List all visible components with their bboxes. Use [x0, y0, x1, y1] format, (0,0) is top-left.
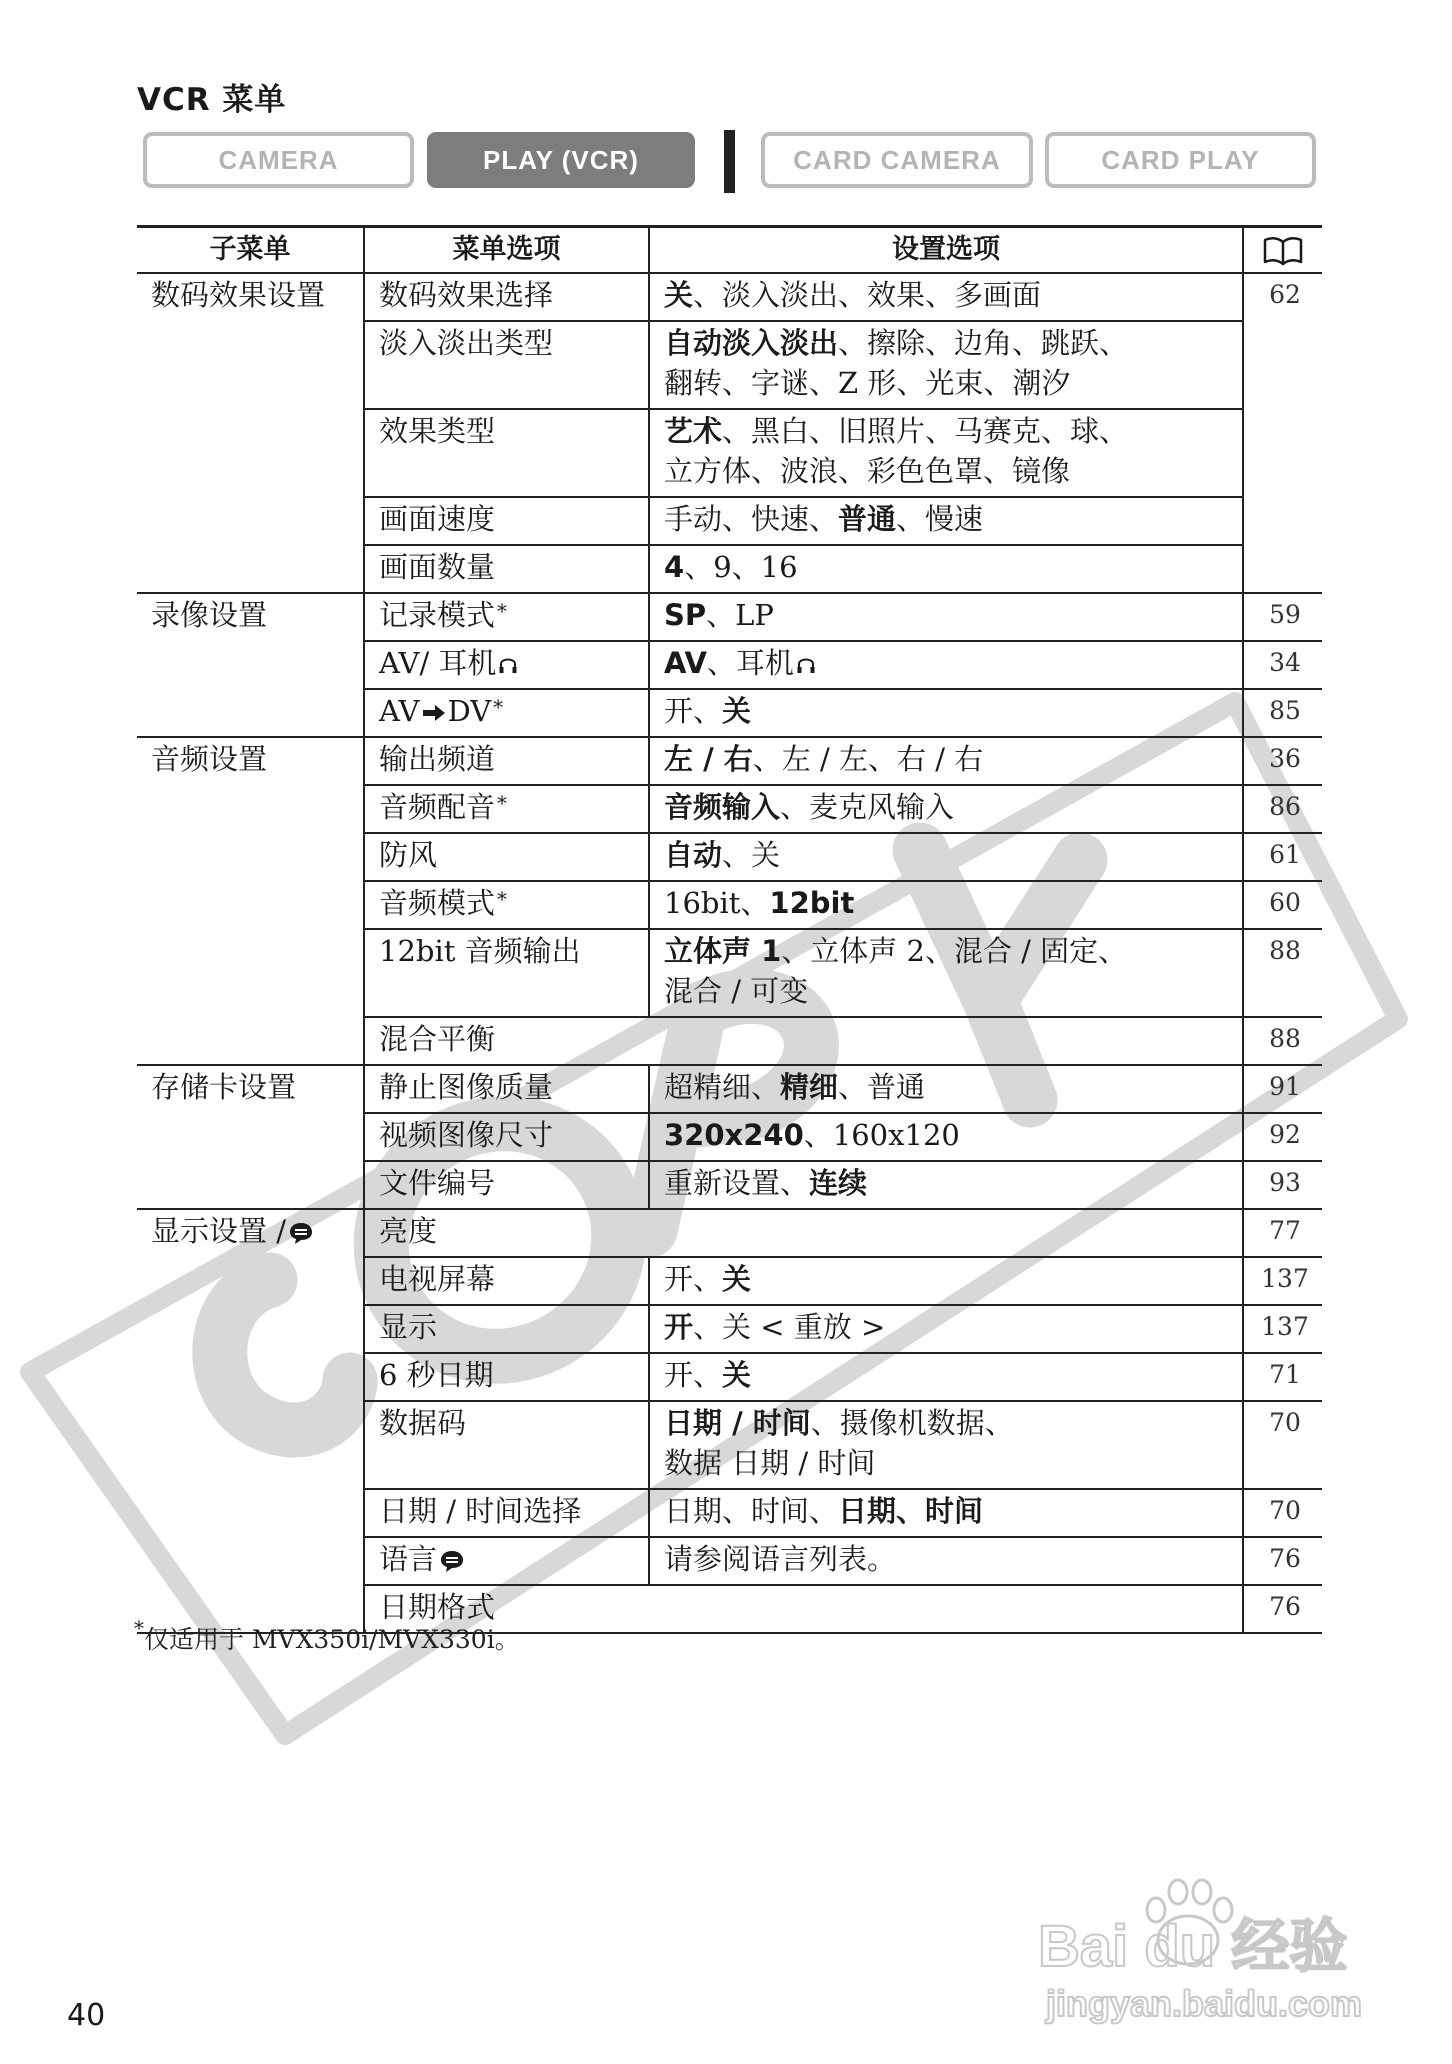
- other-options: 、麦克风输入: [780, 790, 955, 824]
- setting-options: [649, 1065, 1243, 1113]
- default-option: 精细: [780, 1070, 839, 1104]
- default-option: 自动淡入淡出: [664, 326, 839, 360]
- other-options: 、LP: [706, 598, 774, 632]
- menu-item: [364, 689, 649, 737]
- setting-options: [649, 1113, 1243, 1161]
- other-options: 、左 / 左、右 / 右: [752, 742, 984, 776]
- page-ref: 59: [1243, 593, 1322, 641]
- other-options: 、黑白、旧照片、马赛克、球、: [722, 414, 1129, 448]
- footnote-mark: *: [134, 1616, 144, 1640]
- menu-item-label: 音频模式: [379, 886, 496, 920]
- options-before: 16bit、: [664, 886, 770, 920]
- page-ref: 60: [1243, 881, 1322, 929]
- menu-item: [364, 593, 649, 641]
- other-options: 、淡入淡出、效果、多画面: [693, 278, 1042, 312]
- page-title: VCR 菜单: [137, 82, 287, 118]
- options-before: 日期、时间、: [664, 1494, 839, 1528]
- options-before: 请参阅语言列表。: [664, 1542, 897, 1576]
- tab-play-vcr-label: PLAY (VCR): [483, 144, 639, 175]
- default-option: 自动: [664, 838, 723, 872]
- submenu-card: 存储卡设置: [137, 1065, 364, 1209]
- setting-options: [649, 1537, 1243, 1585]
- other-options: 、160x120: [803, 1118, 960, 1152]
- footnote-mark: *: [497, 887, 508, 911]
- submenu-recording: 录像设置: [137, 593, 364, 737]
- menu-item: 亮度: [364, 1209, 649, 1257]
- tab-play-vcr: [427, 132, 695, 188]
- footnote-text: 仅适用于 MVX350i/MVX330i。: [144, 1625, 520, 1654]
- menu-item: 数码效果选择: [364, 273, 649, 321]
- footnote-mark: *: [497, 791, 508, 815]
- options-before: 手动、快速、: [664, 502, 839, 536]
- baidu-logo-url: jingyan.baidu.com: [1046, 1983, 1363, 2024]
- menu-item-label: AV/ 耳机: [379, 646, 497, 680]
- submenu-display: [137, 1209, 364, 1633]
- page-ref: 137: [1243, 1257, 1322, 1305]
- setting-options: [649, 321, 1243, 409]
- page-ref: 137: [1243, 1305, 1322, 1353]
- other-options: 、擦除、边角、跳跃、: [838, 326, 1129, 360]
- page-ref: 77: [1243, 1209, 1322, 1257]
- menu-item: [364, 641, 649, 689]
- page-ref: 88: [1243, 929, 1322, 1017]
- table-row: [137, 1065, 1322, 1113]
- page-ref: 62: [1243, 273, 1322, 593]
- default-option: 日期、时间: [838, 1494, 984, 1528]
- page-ref: 76: [1243, 1585, 1322, 1633]
- default-option: 关: [664, 278, 694, 312]
- setting-options: [649, 1305, 1243, 1353]
- vcr-menu-table: [137, 225, 1322, 1634]
- menu-item: 电视屏幕: [364, 1257, 649, 1305]
- table-row: [137, 1209, 1322, 1257]
- setting-options: [649, 273, 1243, 321]
- options-before: 开、: [664, 1358, 723, 1392]
- menu-item-label: 音频配音: [379, 790, 496, 824]
- menu-item: 画面数量: [364, 545, 649, 593]
- other-options: 、关: [722, 838, 781, 872]
- submenu-digital-effects: 数码效果设置: [137, 273, 364, 593]
- default-option: 4: [664, 550, 685, 584]
- menu-item: [364, 881, 649, 929]
- menu-item: [364, 1537, 649, 1585]
- setting-options: [649, 1401, 1243, 1489]
- page-ref: 36: [1243, 737, 1322, 785]
- menu-item: 日期格式: [379, 1590, 496, 1624]
- menu-item-label: AV: [379, 694, 420, 728]
- other-options-line2: 混合 / 可变: [664, 974, 809, 1008]
- header-submenu: 子菜单: [137, 227, 364, 274]
- setting-options: [649, 593, 1243, 641]
- default-option: 普通: [838, 502, 897, 536]
- default-option: SP: [664, 598, 707, 632]
- submenu-display-label: 显示设置 /: [151, 1214, 286, 1248]
- page-ref: 93: [1243, 1161, 1322, 1209]
- setting-options: [649, 641, 1243, 689]
- table-header-row: [137, 227, 1322, 274]
- other-options-line2: 立方体、波浪、彩色色罩、镜像: [664, 454, 1071, 488]
- footnote-mark: *: [497, 599, 508, 623]
- default-option: 艺术: [664, 414, 723, 448]
- tab-camera-label: CAMERA: [218, 144, 339, 175]
- options-before: 开、: [664, 1262, 723, 1296]
- default-option: AV: [664, 646, 707, 680]
- tab-card-play-label: CARD PLAY: [1101, 144, 1260, 175]
- page-ref: 91: [1243, 1065, 1322, 1113]
- tab-card-camera: [761, 132, 1033, 188]
- setting-options-empty: [649, 1585, 1243, 1633]
- default-option: 日期 / 时间: [664, 1406, 811, 1440]
- other-options: 、9、16: [684, 550, 798, 584]
- paw-icon: [1147, 1880, 1232, 1964]
- default-option: 关: [722, 1262, 752, 1296]
- other-options: 、摄像机数据、: [810, 1406, 1014, 1440]
- default-option: 12bit: [769, 886, 855, 920]
- menu-item: 文件编号: [364, 1161, 649, 1209]
- speech-bubble-icon: [439, 1549, 465, 1573]
- page-ref: 86: [1243, 785, 1322, 833]
- menu-item: 6 秒日期: [364, 1353, 649, 1401]
- book-icon: [1262, 236, 1304, 266]
- header-page: [1243, 227, 1322, 274]
- options-before: 开、: [664, 694, 723, 728]
- menu-item-label: 记录模式: [379, 598, 496, 632]
- page-ref: 92: [1243, 1113, 1322, 1161]
- other-options-line2: 数据 日期 / 时间: [664, 1446, 876, 1480]
- setting-options: [649, 1257, 1243, 1305]
- setting-options: [649, 1489, 1243, 1537]
- default-option: 音频输入: [664, 790, 781, 824]
- page-ref: 71: [1243, 1353, 1322, 1401]
- header-menu-item: 菜单选项: [364, 227, 649, 274]
- menu-item: 画面速度: [364, 497, 649, 545]
- setting-options: [649, 929, 1243, 1017]
- menu-item: [364, 785, 649, 833]
- tab-camera: [143, 132, 414, 188]
- other-options: 、关 < 重放 >: [693, 1310, 886, 1344]
- default-option: 左 / 右: [664, 742, 753, 776]
- default-option: 立体声 1: [664, 934, 782, 968]
- menu-item: 数据码: [364, 1401, 649, 1489]
- options-before: 超精细、: [664, 1070, 781, 1104]
- menu-item: 显示: [364, 1305, 649, 1353]
- page-ref: 88: [1243, 1017, 1322, 1065]
- setting-options-empty: [649, 1209, 1243, 1257]
- menu-item: 日期 / 时间选择: [364, 1489, 649, 1537]
- setting-options: [649, 689, 1243, 737]
- header-options: 设置选项: [649, 227, 1243, 274]
- tab-card-camera-label: CARD CAMERA: [793, 144, 1001, 175]
- other-options: 、慢速: [896, 502, 984, 536]
- default-option: 关: [722, 1358, 752, 1392]
- default-option: 320x240: [664, 1118, 804, 1152]
- speech-bubble-icon: [288, 1221, 314, 1245]
- default-option: 开: [664, 1310, 694, 1344]
- headphones-icon: [796, 654, 816, 676]
- menu-item: 混合平衡: [379, 1022, 496, 1056]
- setting-options: [649, 785, 1243, 833]
- other-options: 、耳机: [706, 646, 794, 680]
- menu-item: 视频图像尺寸: [364, 1113, 649, 1161]
- page-ref: 70: [1243, 1489, 1322, 1537]
- setting-options: [649, 497, 1243, 545]
- setting-options: [649, 737, 1243, 785]
- baidu-jingyan-logo: [1038, 1858, 1398, 2028]
- footnote-mark: *: [493, 695, 504, 719]
- menu-item: 效果类型: [364, 409, 649, 497]
- other-options: 、立体声 2、混合 / 固定、: [781, 934, 1128, 968]
- other-options: 、普通: [838, 1070, 926, 1104]
- arrow-right-icon: [421, 704, 447, 722]
- menu-item: 防风: [364, 833, 649, 881]
- page-ref: 61: [1243, 833, 1322, 881]
- page-ref: 34: [1243, 641, 1322, 689]
- menu-item-label: 语言: [379, 1542, 438, 1576]
- menu-item: 静止图像质量: [364, 1065, 649, 1113]
- page-ref: 76: [1243, 1537, 1322, 1585]
- setting-options: [649, 409, 1243, 497]
- options-before: 重新设置、: [664, 1166, 810, 1200]
- page-ref: 70: [1243, 1401, 1322, 1489]
- setting-options-empty: [649, 1017, 1243, 1065]
- table-row: [137, 593, 1322, 641]
- setting-options: [649, 881, 1243, 929]
- setting-options: [649, 1353, 1243, 1401]
- submenu-audio: 音频设置: [137, 737, 364, 1065]
- setting-options: [649, 1161, 1243, 1209]
- headphones-icon: [498, 654, 518, 676]
- baidu-logo-text: Bai du 经验: [1038, 1914, 1348, 1979]
- default-option: 关: [722, 694, 752, 728]
- page-number: 40: [67, 1998, 106, 2033]
- footnote: [132, 1616, 520, 1656]
- menu-item-label-post: DV: [447, 694, 492, 728]
- menu-item: 12bit 音频输出: [364, 929, 649, 1017]
- page-ref: 85: [1243, 689, 1322, 737]
- table-row: [137, 273, 1322, 321]
- menu-item: 淡入淡出类型: [364, 321, 649, 409]
- tab-card-play: [1045, 132, 1316, 188]
- table-row: [137, 737, 1322, 785]
- menu-item: 输出频道: [364, 737, 649, 785]
- other-options-line2: 翻转、字谜、Z 形、光束、潮汐: [664, 366, 1071, 400]
- default-option: 连续: [809, 1166, 868, 1200]
- tab-divider: [724, 130, 735, 193]
- setting-options: [649, 833, 1243, 881]
- setting-options: [649, 545, 1243, 593]
